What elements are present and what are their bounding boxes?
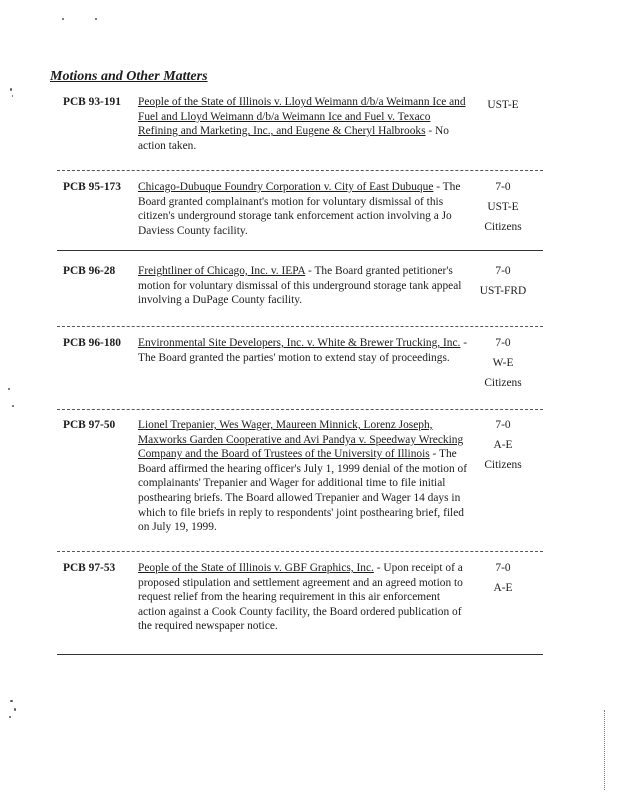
scan-speck [12,405,14,407]
case-name: People of the State of Illinois v. GBF Graphics, Inc. [138,562,374,574]
docket-number: PCB 95-173 [63,181,121,193]
docket-number: PCB 97-53 [63,562,116,574]
entry-description [138,561,468,634]
divider [57,326,543,327]
scan-speck [10,88,12,91]
case-category: Citizens [484,459,522,471]
docket-number: PCB 97-50 [63,419,116,431]
board-action: - No action taken. [138,125,449,152]
case-type: W-E [492,357,514,369]
scan-speck [62,18,64,20]
case-type: UST-FRD [479,285,527,297]
entry-meta [463,261,543,301]
scan-speck [95,18,97,20]
case-type: A-E [493,439,513,451]
divider [57,409,543,410]
divider [57,654,543,655]
scan-speck [10,700,13,702]
docket-number: PCB 96-28 [63,265,116,277]
entry-meta [463,415,543,475]
scan-speck [8,388,10,390]
case-type: UST-E [487,99,519,111]
divider [57,551,543,552]
docket-number: PCB 93-191 [63,96,121,108]
entry-meta [463,558,543,598]
board-action: - The Board granted complainant's motion for voluntary dismissal of this citizen's underground storage tank enforcement action involving a Jo Daviess County facility. [138,181,461,237]
entry-description [138,336,468,365]
entry-meta [463,333,543,393]
entry-description [138,418,468,535]
case-category: Citizens [484,221,522,233]
board-action: - The Board granted petitioner's motion for voluntary dismissal of this underground storage tank appeal involving a DuPage County facility. [138,265,462,307]
scan-speck [12,95,13,97]
case-name: Chicago-Dubuque Foundry Corporation v. City of East Dubuque [138,181,434,193]
case-type: UST-E [487,201,519,213]
vote: 7-0 [495,562,511,574]
board-action: - The Board granted the parties' motion to extend stay of proceedings. [138,337,468,364]
entry-meta [463,177,543,237]
divider [57,250,543,251]
case-name: People of the State of Illinois v. Lloyd Weimann d/b/a Weimann Ice and Fuel and Lloyd Weimann d/b/a Weimann Ice and Fuel v. Texaco Refining and Marketing, Inc., and Eugene & Cheryl Halbrooks [138,96,466,138]
case-type: A-E [493,582,513,594]
vote: 7-0 [495,265,511,277]
scan-edge-mark [604,710,606,790]
vote: 7-0 [495,181,511,193]
case-name: Lionel Trepanier, Wes Wager, Maureen Minnick, Lorenz Joseph, Maxworks Garden Cooperative and Avi Pandya v. Speedway Wrecking Company and the Board of Trustees of the University of Illinois [138,419,464,461]
case-name: Freightliner of Chicago, Inc. v. IEPA [138,265,306,277]
entry-description [138,95,468,153]
scan-speck [9,716,11,718]
entry-meta [463,95,543,115]
vote: 7-0 [495,419,511,431]
case-category: Citizens [484,377,522,389]
entry-description [138,264,468,308]
vote: 7-0 [495,337,511,349]
divider [57,170,543,171]
scan-speck [14,708,16,711]
board-action: - The Board affirmed the hearing officer's July 1, 1999 denial of the motion of complainants' Trepanier and Wager for additional time to file initial posthearing briefs. The Board allowed Trepanier and Wager 14 days in which to file briefs in reply to respondents' joint posthearing brief, filed on July 19, 1999. [138,448,468,534]
case-name: Environmental Site Developers, Inc. v. White & Brewer Trucking, Inc. [138,337,461,349]
entry-description [138,180,468,238]
board-action: - Upon receipt of a proposed stipulation and settlement agreement and an agreed motion to request relief from the hearing requirement in this air enforcement action against a Cook County facility, the Board ordered publication of the required newspaper notice. [138,562,463,633]
docket-number: PCB 96-180 [63,337,121,349]
section-title: Motions and Other Matters [50,69,208,84]
